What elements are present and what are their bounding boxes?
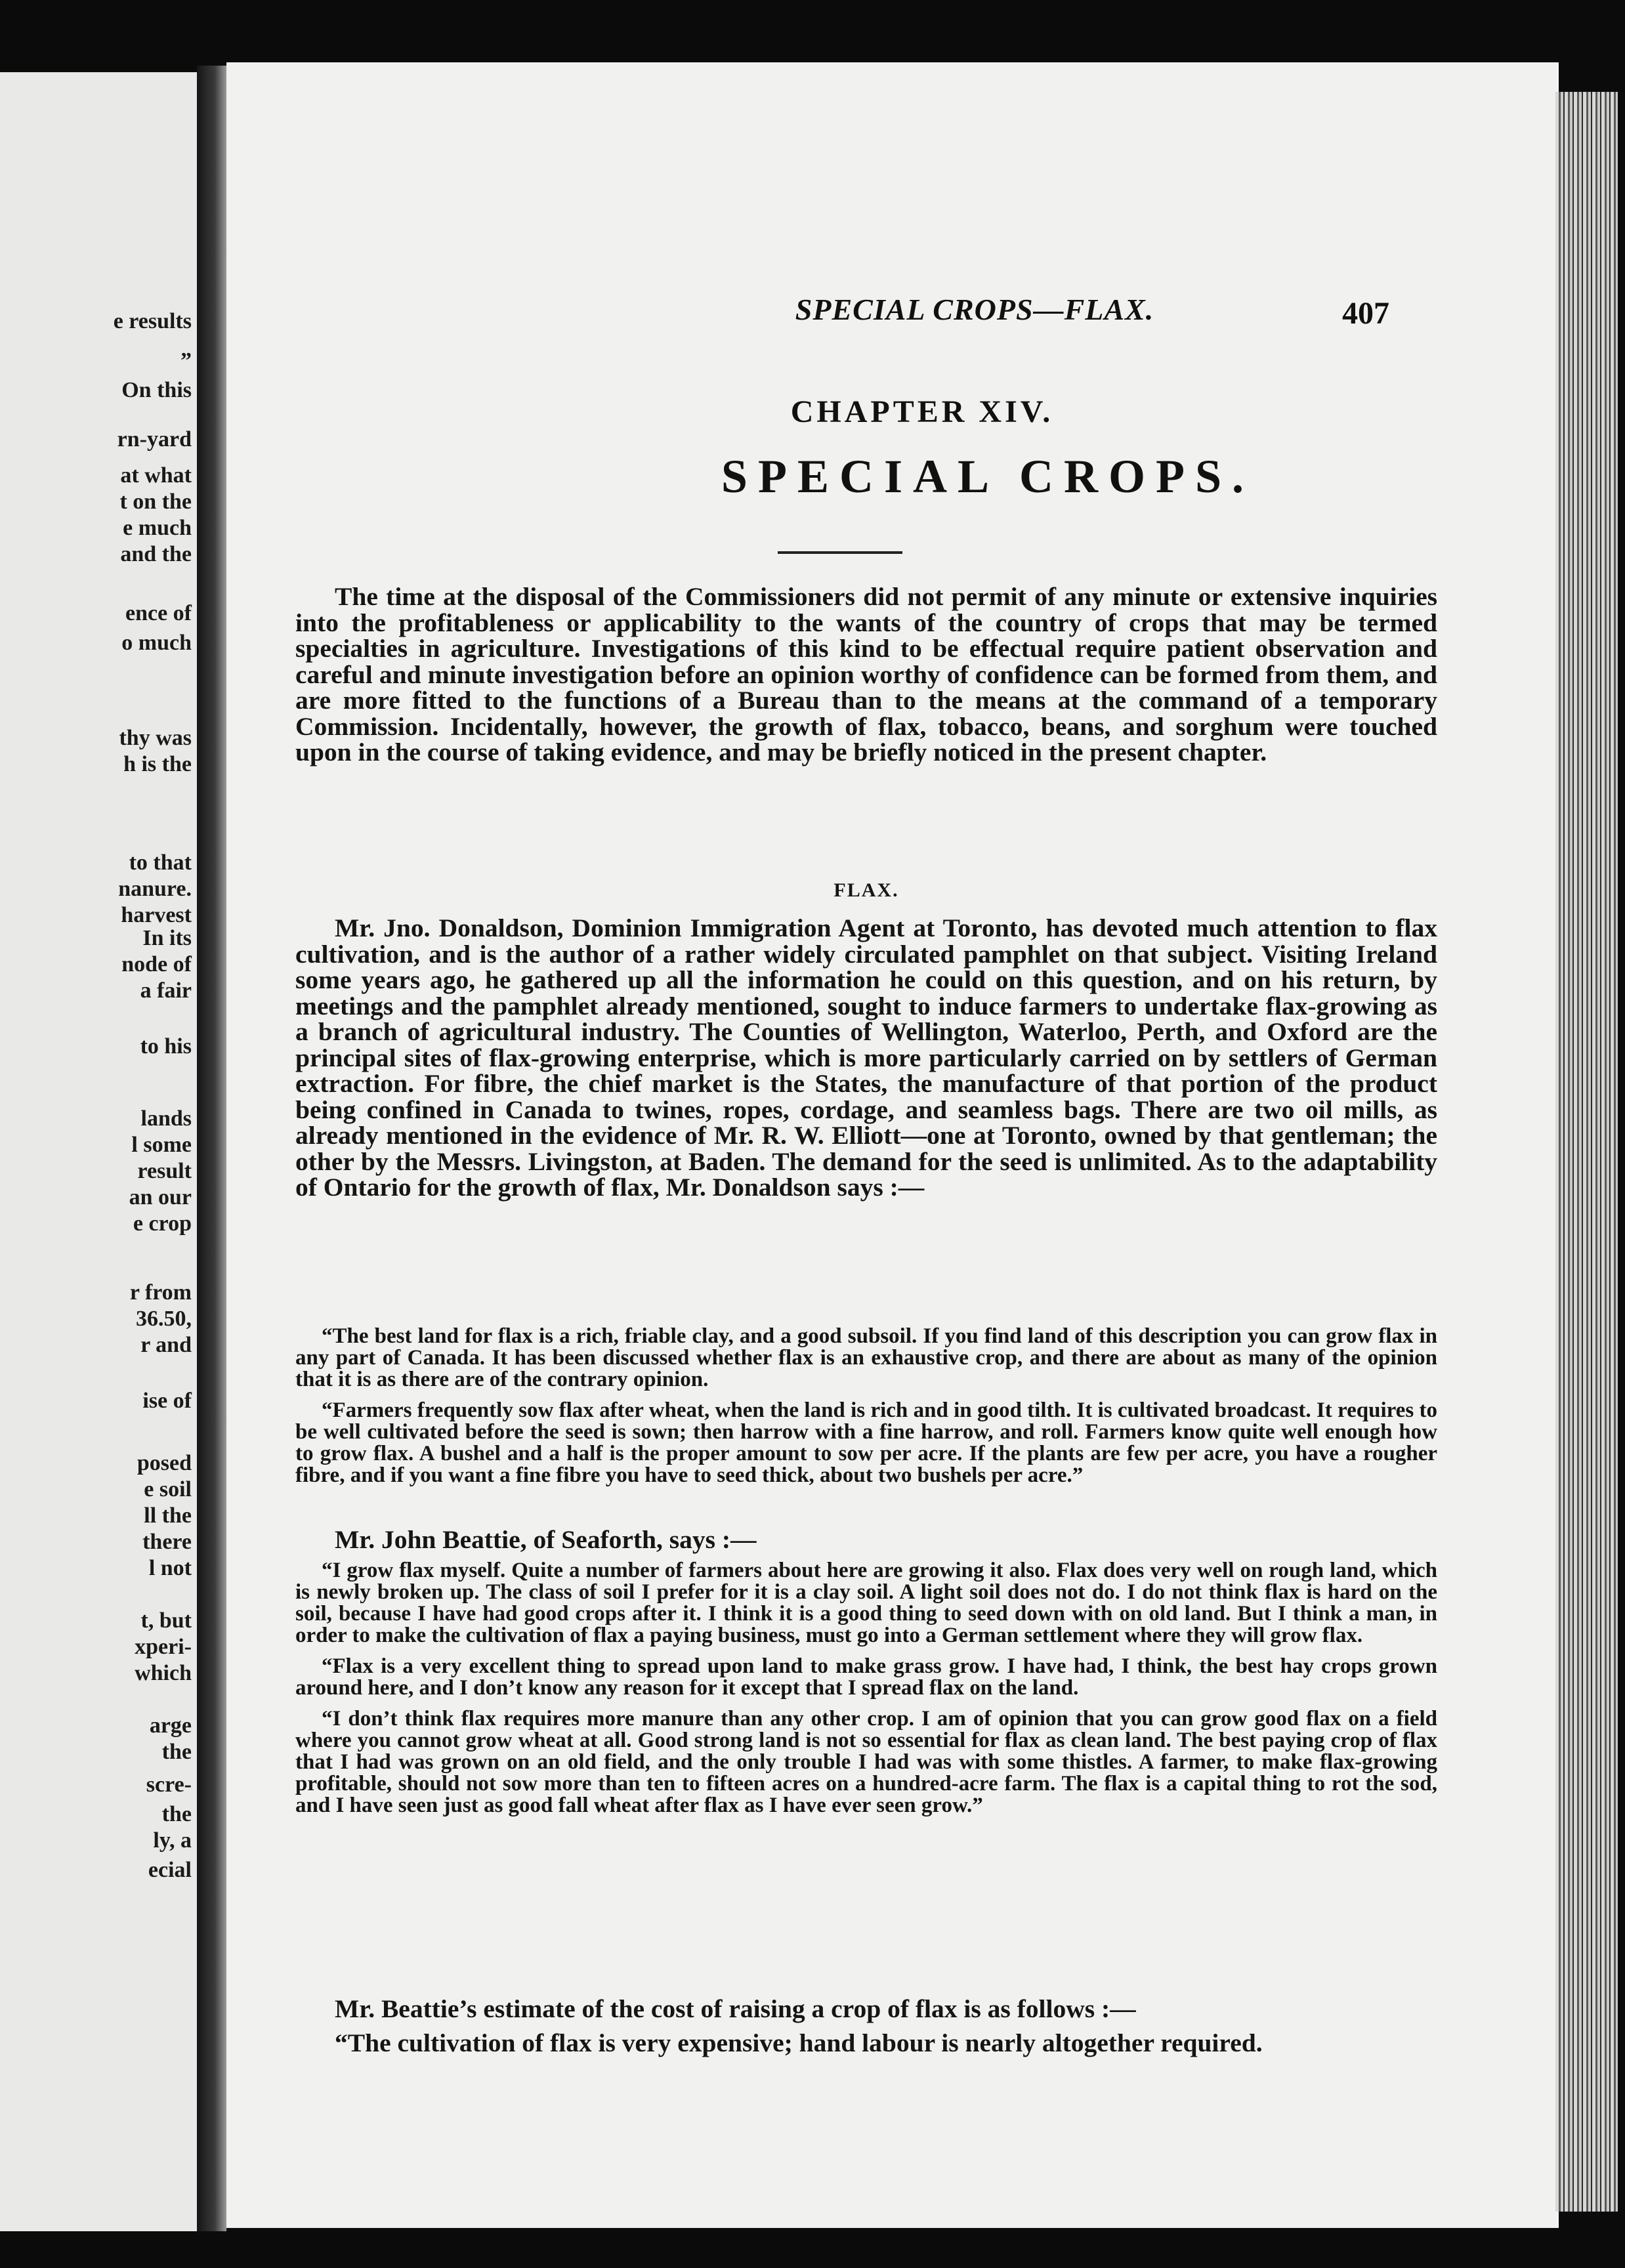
intro-paragraph: The time at the disposal of the Commissioners did not permit of any minute or extensive inquiries into the profitableness or applicability to the wants of the country of crops that may be termed specialties in agriculture. Investigations of this kind to be effectual require patient observation and careful and minute investigation before an opinion worthy of confidence can be formed from them, and are more fitted to the functions of a Bureau than to the means at the command of a temporary Commission. Incidentally, however, the growth of flax, tobacco, beans, and sorghum were touched upon in the course of taking evidence, and may be briefly noticed in the present chapter. [295,582,1437,766]
left-page-fragment: result [137,1159,192,1183]
page-edge-stack [1555,92,1618,2212]
left-page-fragment: scre- [146,1773,192,1797]
beattie-block [295,1526,1437,1826]
left-page-fragment: the [161,1740,192,1764]
left-page-fragment: lands [140,1106,192,1131]
left-page-fragment: posed [137,1451,192,1475]
quote-paragraph: “The best land for flax is a rich, friable clay, and a good subsoil. If you find land of this description you can grow flax in any part of Canada. It has been discussed whether flax is an exhaustive crop, and there are about as many of the opinion that it is as there are of the contrary opinion. [295,1324,1437,1391]
left-page-fragment: which [135,1661,192,1685]
left-page-fragment: e soil [144,1477,192,1502]
left-page-fragment: there [142,1530,192,1554]
left-page-fragment: to that [129,850,192,875]
flax-block [295,915,1437,1201]
chapter-heading: CHAPTER XIV. [790,394,1054,429]
left-page-fragment: ” [180,348,192,373]
left-page-fragment: On this [121,378,192,402]
left-page-fragment: ll the [144,1503,192,1528]
left-page-fragment: ence of [125,601,192,625]
left-page-fragment: an our [129,1185,192,1209]
left-page-fragment: t, but [140,1608,192,1633]
left-page-fragment: l not [148,1556,192,1580]
intro-block [295,584,1437,766]
quote-paragraph: “I don’t think flax requires more manure than any other crop. I am of opinion that you can grow good flax on a field where you cannot grow wheat at all. Good strong land is not so essential for flax as clean land. The best paying crop of flax that I had was grown on an old field, and the only trouble I had was with some thistles. A farmer, to make flax-growing profitable, should not sow more than ten to fifteen acres on a hundred-acre farm. The flax is a capital thing to rot the sod, and I have seen just as good fall wheat after flax as I have ever seen grow.” [295,1707,1437,1817]
title-rule [778,551,902,554]
left-page-fragment: ly, a [153,1828,192,1853]
quote-paragraph: “Farmers frequently sow flax after wheat, when the land is rich and in good tilth. It is cultivated broadcast. It requires to be well cultivated before the seed is sown; then harrow with a fine harrow, and roll. Farmers know quite well enough how to grow flax. A bushel and a half is the proper amount to sow per acre. If the plants are few per acre, you have a rougher fibre, and if you want a fine fibre you have to seed thick, about two bushels per acre.” [295,1398,1437,1487]
page-number: 407 [1342,296,1389,331]
quote-paragraph: “I grow flax myself. Quite a number of farmers about here are growing it also. Flax does very well on rough land, which is newly broken up. The class of soil I prefer for it is a clay soil. A light soil does not do. I do not think flax is hard on the soil, because I have had good crops after it. I think it is a good thing to seed down with on old land. But I think a man, in order to make the cultivation of flax a paying business, must go into a German settlement where they will grow flax. [295,1559,1437,1647]
flax-paragraph: Mr. Jno. Donaldson, Dominion Immigration Agent at Toronto, has devoted much attention to flax cultivation, and is the author of a rather widely circulated pamphlet on that subject. Visiting Ireland some years ago, he gathered up all the information he could on this question, and on his return, by meetings and the pamphlet already mentioned, sought to induce farmers to undertake flax-growing as a branch of agricultural industry. The Counties of Wellington, Waterloo, Perth, and Oxford are the principal sites of flax-growing enterprise, which is more particularly carried on by settlers of German extraction. For fibre, the chief market is the States, the manufacture of that portion of the product being confined in Canada to twines, ropes, cordage, and seamless bags. There are two oil mills, as already mentioned in the evidence of Mr. R. W. Elliott—one at Toronto, owned by that gentleman; the other by the Messrs. Livingston, at Baden. The demand for the seed is unlimited. As to the adaptability of Ontario for the growth of flax, Mr. Donaldson says :— [295,914,1437,1202]
quote-paragraph: “Flax is a very excellent thing to spread upon land to make grass grow. I have had, I think, the best hay crops grown around here, and I don’t know any reason for it except that I spread flax on the land. [295,1654,1437,1700]
left-page-fragment: r from [129,1280,192,1305]
left-page-fragment: ecial [148,1858,192,1882]
left-page-fragment: t on the [119,490,192,514]
book-gutter [197,66,226,2231]
left-page-fragment: ise of [142,1389,192,1413]
left-page-fragment: the [161,1802,192,1826]
left-page-fragment: harvest [121,903,192,927]
chapter-title: SPECIAL CROPS. [721,450,1255,503]
cost-block [295,1995,1437,2063]
left-page-fragment: node of [121,952,192,976]
donaldson-quotes [295,1326,1437,1496]
left-page-fragment: e much [123,516,192,540]
main-page [226,62,1559,2228]
left-page-fragment: xperi- [135,1635,192,1659]
left-page-fragment: rn-yard [117,427,192,452]
left-page-fragment: and the [120,542,192,566]
left-page-fragment: arge [149,1713,192,1738]
left-page-fragment: h is the [123,752,192,776]
left-page-fragment: o much [121,631,192,655]
left-page-fragment: e crop [133,1211,192,1236]
left-page-fragment: a fair [140,978,192,1003]
left-page-fragment: In its [142,926,192,950]
left-page-fragment: l some [131,1133,192,1157]
flax-heading: FLAX. [834,879,899,901]
left-page-fragment: thy was [119,726,192,750]
left-facing-page [0,72,197,2231]
cost-intro: Mr. Beattie’s estimate of the cost of raising a crop of flax is as follows :— [335,1994,1136,2023]
cost-quote: “The cultivation of flax is very expensive; hand labour is nearly altogether required. [335,2028,1263,2057]
left-page-fragment: at what [120,463,192,488]
running-head: SPECIAL CROPS—FLAX. [795,293,1154,326]
left-page-fragment: e results [113,309,192,333]
left-page-fragment: to his [140,1034,192,1059]
beattie-intro: Mr. John Beattie, of Seaforth, says :— [335,1525,757,1554]
left-page-fragment: nanure. [118,877,192,901]
left-page-fragment: r and [140,1333,192,1357]
left-page-fragment: 36.50, [136,1307,192,1331]
